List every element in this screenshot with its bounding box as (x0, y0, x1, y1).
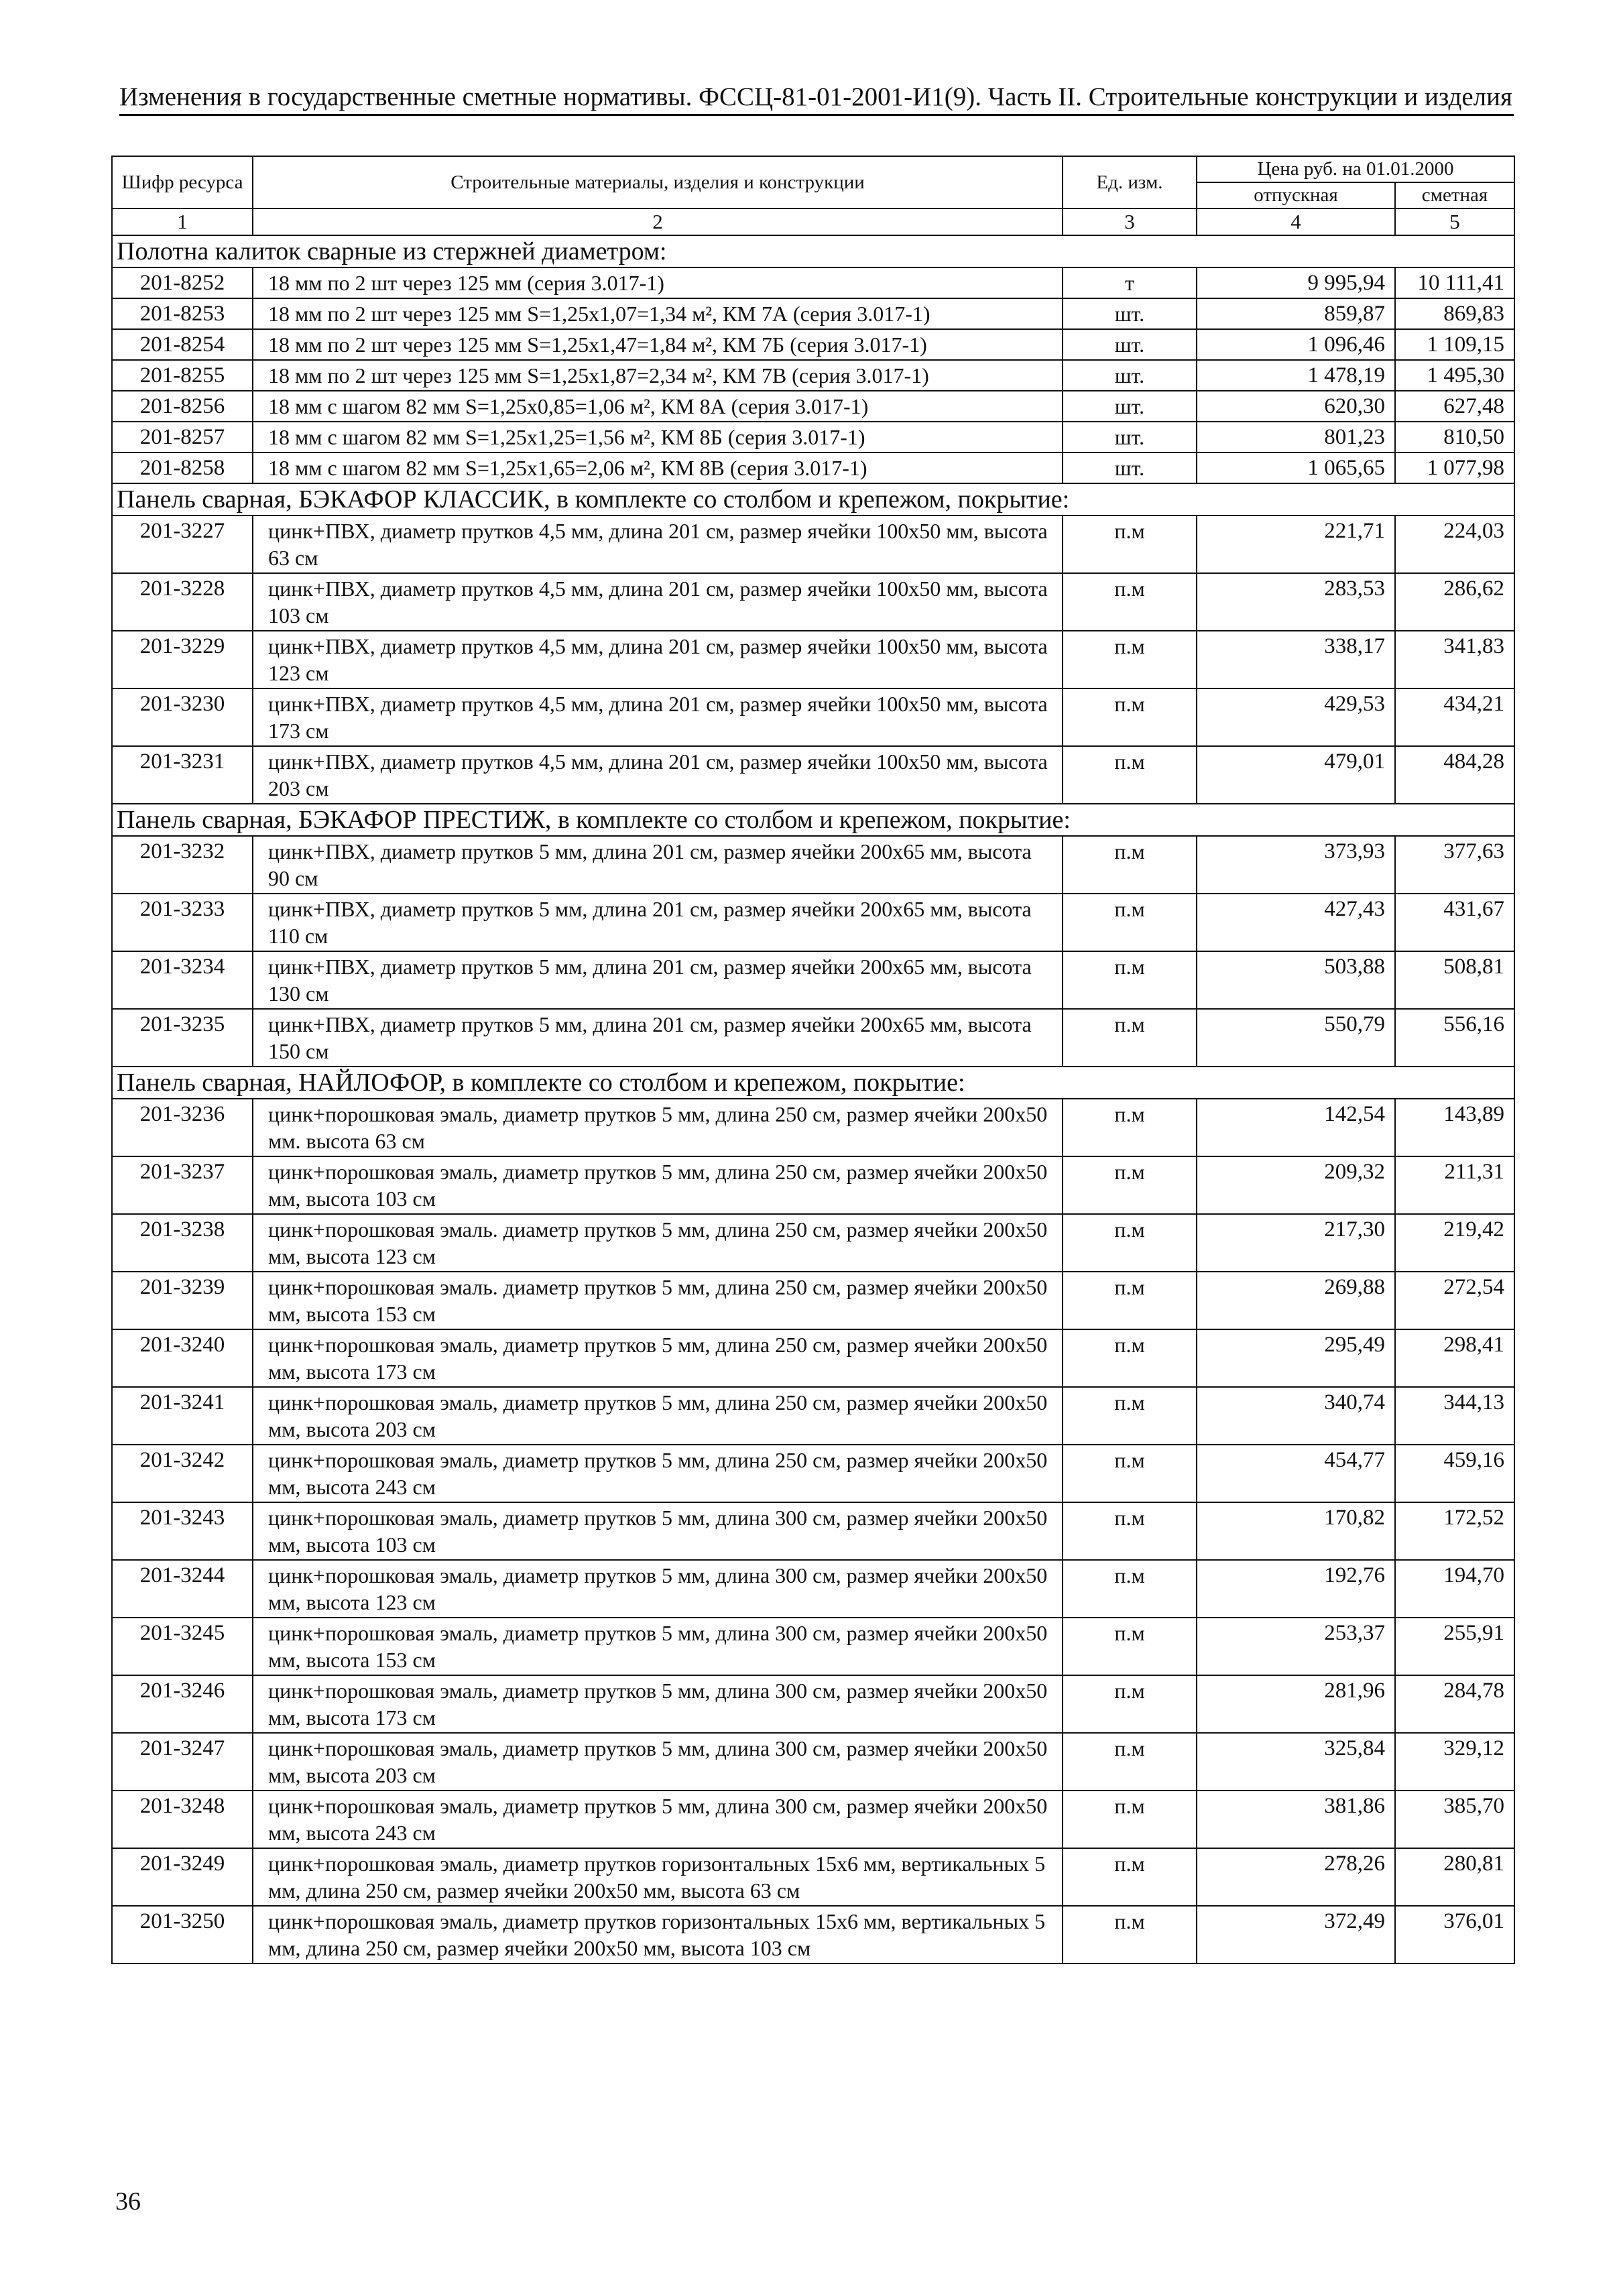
table-row (112, 1009, 1514, 1067)
resource-code: 201-3240 (112, 1329, 253, 1387)
resource-code: 201-3245 (112, 1618, 253, 1675)
table-row (112, 894, 1514, 951)
resource-code: 201-3231 (112, 746, 253, 804)
estimate-price: 434,21 (1395, 688, 1514, 746)
resource-code: 201-3250 (112, 1906, 253, 1963)
release-price: 338,17 (1197, 631, 1395, 688)
release-price: 221,71 (1197, 516, 1395, 573)
estimate-price: 385,70 (1395, 1791, 1514, 1848)
release-price: 295,49 (1197, 1329, 1395, 1387)
material-name: цинк+ПВХ, диаметр прутков 4,5 мм, длина 201 см, размер ячейки 100x50 мм, высота 63 см (253, 516, 1063, 573)
estimate-price: 344,13 (1395, 1387, 1514, 1445)
release-price: 269,88 (1197, 1272, 1395, 1329)
unit-of-measure: п.м (1063, 1733, 1197, 1791)
estimate-price: 341,83 (1395, 631, 1514, 688)
resource-code: 201-3242 (112, 1445, 253, 1502)
table-row (112, 298, 1514, 329)
estimate-price: 224,03 (1395, 516, 1514, 573)
unit-of-measure: п.м (1063, 516, 1197, 573)
table-row (112, 1329, 1514, 1387)
release-price: 1 478,19 (1197, 360, 1395, 391)
unit-of-measure: шт. (1063, 298, 1197, 329)
table-row (112, 746, 1514, 804)
table-row (112, 1387, 1514, 1445)
estimate-price: 211,31 (1395, 1156, 1514, 1214)
table-row (112, 1733, 1514, 1791)
table-row (112, 1099, 1514, 1156)
estimate-price: 484,28 (1395, 746, 1514, 804)
unit-of-measure: п.м (1063, 1675, 1197, 1733)
unit-of-measure: п.м (1063, 1214, 1197, 1272)
table-row (112, 1445, 1514, 1502)
section-title: Панель сварная, БЭКАФОР ПРЕСТИЖ, в комплекте со столбом и крепежом, покрытие: (112, 804, 1514, 836)
release-price: 427,43 (1197, 894, 1395, 951)
table-row (112, 1502, 1514, 1560)
estimate-price: 255,91 (1395, 1618, 1514, 1675)
material-name: цинк+ПВХ, диаметр прутков 4,5 мм, длина 201 см, размер ячейки 100x50 мм, высота 123 см (253, 631, 1063, 688)
resource-code: 201-8255 (112, 360, 253, 391)
estimate-price: 1 109,15 (1395, 329, 1514, 360)
table-header (112, 156, 1514, 235)
table-row (112, 1848, 1514, 1906)
resource-code: 201-3244 (112, 1560, 253, 1618)
material-name: цинк+порошковая эмаль. диаметр прутков 5 мм, длина 250 см, размер ячейки 200x50 мм, высота 153 см (253, 1272, 1063, 1329)
release-price: 1 065,65 (1197, 452, 1395, 483)
table-row (112, 516, 1514, 573)
estimate-price: 172,52 (1395, 1502, 1514, 1560)
material-name: цинк+порошковая эмаль, диаметр прутков 5 мм, длина 250 см, размер ячейки 200x50 мм, высота 103 см (253, 1156, 1063, 1214)
page-header: Изменения в государственные сметные нормативы. ФССЦ-81-01-2001-И1(9). Часть II. Строительные конструкции и изделия (119, 82, 1514, 116)
release-price: 9 995,94 (1197, 267, 1395, 298)
material-name: 18 мм с шагом 82 мм S=1,25x0,85=1,06 м², КМ 8А (серия 3.017-1) (253, 391, 1063, 422)
table-row (112, 1272, 1514, 1329)
estimate-price: 1 077,98 (1395, 452, 1514, 483)
resource-code: 201-3228 (112, 573, 253, 631)
material-name: 18 мм с шагом 82 мм S=1,25x1,65=2,06 м², КМ 8В (серия 3.017-1) (253, 452, 1063, 483)
release-price: 281,96 (1197, 1675, 1395, 1733)
section-row (112, 804, 1514, 836)
release-price: 170,82 (1197, 1502, 1395, 1560)
estimate-price: 143,89 (1395, 1099, 1514, 1156)
resource-code: 201-3233 (112, 894, 253, 951)
release-price: 859,87 (1197, 298, 1395, 329)
unit-of-measure: п.м (1063, 1618, 1197, 1675)
table-row (112, 1156, 1514, 1214)
resource-code: 201-3236 (112, 1099, 253, 1156)
unit-of-measure: п.м (1063, 1387, 1197, 1445)
unit-of-measure: т (1063, 267, 1197, 298)
col-unit-header: Ед. изм. (1063, 156, 1197, 208)
release-price: 142,54 (1197, 1099, 1395, 1156)
resource-code: 201-3230 (112, 688, 253, 746)
estimate-price: 10 111,41 (1395, 267, 1514, 298)
release-price: 381,86 (1197, 1791, 1395, 1848)
material-name: цинк+порошковая эмаль. диаметр прутков 5 мм, длина 250 см, размер ячейки 200x50 мм, высота 123 см (253, 1214, 1063, 1272)
resource-code: 201-3238 (112, 1214, 253, 1272)
unit-of-measure: п.м (1063, 1156, 1197, 1214)
col-number: 5 (1395, 208, 1514, 235)
unit-of-measure: п.м (1063, 1445, 1197, 1502)
resource-code: 201-8254 (112, 329, 253, 360)
column-number-row (112, 208, 1514, 235)
resource-code: 201-3229 (112, 631, 253, 688)
resource-code: 201-3243 (112, 1502, 253, 1560)
unit-of-measure: п.м (1063, 746, 1197, 804)
table-row (112, 267, 1514, 298)
resource-code: 201-3249 (112, 1848, 253, 1906)
release-price: 325,84 (1197, 1733, 1395, 1791)
estimate-price: 431,67 (1395, 894, 1514, 951)
material-name: 18 мм по 2 шт через 125 мм S=1,25x1,47=1,84 м², КМ 7Б (серия 3.017-1) (253, 329, 1063, 360)
estimate-price: 377,63 (1395, 836, 1514, 894)
release-price: 454,77 (1197, 1445, 1395, 1502)
col-price-group-header: Цена руб. на 01.01.2000 (1197, 156, 1514, 182)
table-row (112, 1214, 1514, 1272)
material-name: 18 мм с шагом 82 мм S=1,25x1,25=1,56 м², КМ 8Б (серия 3.017-1) (253, 422, 1063, 452)
estimate-price: 508,81 (1395, 951, 1514, 1009)
estimate-price: 810,50 (1395, 422, 1514, 452)
table-body (112, 235, 1514, 1963)
unit-of-measure: п.м (1063, 1791, 1197, 1848)
table-row (112, 573, 1514, 631)
unit-of-measure: п.м (1063, 688, 1197, 746)
col-number: 3 (1063, 208, 1197, 235)
table-row (112, 329, 1514, 360)
material-name: цинк+порошковая эмаль, диаметр прутков горизонтальных 15x6 мм, вертикальных 5 мм, длина 250 см, размер ячейки 200x50 мм, высота 103 см (253, 1906, 1063, 1963)
material-name: цинк+ПВХ, диаметр прутков 5 мм, длина 201 см, размер ячейки 200x65 мм, высота 110 см (253, 894, 1063, 951)
unit-of-measure: шт. (1063, 422, 1197, 452)
col-code-header: Шифр ресурса (112, 156, 253, 208)
resource-code: 201-8257 (112, 422, 253, 452)
table-row (112, 631, 1514, 688)
section-title: Панель сварная, БЭКАФОР КЛАССИК, в комплекте со столбом и крепежом, покрытие: (112, 483, 1514, 516)
resource-code: 201-3247 (112, 1733, 253, 1791)
unit-of-measure: п.м (1063, 631, 1197, 688)
table-row (112, 951, 1514, 1009)
release-price: 253,37 (1197, 1618, 1395, 1675)
table-row (112, 452, 1514, 483)
resource-code: 201-8256 (112, 391, 253, 422)
unit-of-measure: шт. (1063, 329, 1197, 360)
unit-of-measure: п.м (1063, 1099, 1197, 1156)
resource-code: 201-3239 (112, 1272, 253, 1329)
section-title: Полотна калиток сварные из стержней диаметром: (112, 235, 1514, 267)
resource-code: 201-3227 (112, 516, 253, 573)
release-price: 192,76 (1197, 1560, 1395, 1618)
unit-of-measure: п.м (1063, 951, 1197, 1009)
release-price: 340,74 (1197, 1387, 1395, 1445)
resource-code: 201-3234 (112, 951, 253, 1009)
estimate-price: 219,42 (1395, 1214, 1514, 1272)
material-name: цинк+порошковая эмаль, диаметр прутков 5 мм, длина 250 см, размер ячейки 200x50 мм. высота 63 см (253, 1099, 1063, 1156)
unit-of-measure: п.м (1063, 1502, 1197, 1560)
release-price: 373,93 (1197, 836, 1395, 894)
unit-of-measure: п.м (1063, 573, 1197, 631)
table-row (112, 836, 1514, 894)
estimate-price: 284,78 (1395, 1675, 1514, 1733)
release-price: 217,30 (1197, 1214, 1395, 1272)
material-name: цинк+порошковая эмаль, диаметр прутков 5 мм, длина 300 см, размер ячейки 200x50 мм, высота 173 см (253, 1675, 1063, 1733)
estimate-price: 627,48 (1395, 391, 1514, 422)
resource-code: 201-3246 (112, 1675, 253, 1733)
release-price: 283,53 (1197, 573, 1395, 631)
table-row (112, 1675, 1514, 1733)
unit-of-measure: п.м (1063, 1009, 1197, 1067)
material-name: цинк+ПВХ, диаметр прутков 5 мм, длина 201 см, размер ячейки 200x65 мм, высота 90 см (253, 836, 1063, 894)
page-number: 36 (115, 2187, 141, 2216)
material-name: цинк+порошковая эмаль, диаметр прутков 5 мм, длина 300 см, размер ячейки 200x50 мм, высота 103 см (253, 1502, 1063, 1560)
material-name: 18 мм по 2 шт через 125 мм S=1,25x1,07=1,34 м², КМ 7А (серия 3.017-1) (253, 298, 1063, 329)
section-row (112, 1067, 1514, 1099)
release-price: 503,88 (1197, 951, 1395, 1009)
release-price: 1 096,46 (1197, 329, 1395, 360)
section-title: Панель сварная, НАЙЛОФОР, в комплекте со столбом и крепежом, покрытие: (112, 1067, 1514, 1099)
material-name: цинк+ПВХ, диаметр прутков 4,5 мм, длина 201 см, размер ячейки 100x50 мм, высота 203 см (253, 746, 1063, 804)
material-name: цинк+порошковая эмаль, диаметр прутков 5 мм, длина 250 см, размер ячейки 200x50 мм, высота 203 см (253, 1387, 1063, 1445)
resource-code: 201-3237 (112, 1156, 253, 1214)
estimate-price: 286,62 (1395, 573, 1514, 631)
material-name: цинк+порошковая эмаль, диаметр прутков 5 мм, длина 300 см, размер ячейки 200x50 мм, высота 243 см (253, 1791, 1063, 1848)
table-row (112, 360, 1514, 391)
unit-of-measure: п.м (1063, 1906, 1197, 1963)
resource-code: 201-3241 (112, 1387, 253, 1445)
estimate-price: 1 495,30 (1395, 360, 1514, 391)
release-price: 278,26 (1197, 1848, 1395, 1906)
estimate-price: 272,54 (1395, 1272, 1514, 1329)
release-price: 209,32 (1197, 1156, 1395, 1214)
material-name: 18 мм по 2 шт через 125 мм S=1,25x1,87=2,34 м², КМ 7В (серия 3.017-1) (253, 360, 1063, 391)
unit-of-measure: шт. (1063, 452, 1197, 483)
unit-of-measure: шт. (1063, 391, 1197, 422)
estimate-price: 280,81 (1395, 1848, 1514, 1906)
material-name: цинк+порошковая эмаль, диаметр прутков 5 мм, длина 250 см, размер ячейки 200x50 мм, высота 173 см (253, 1329, 1063, 1387)
price-table (111, 156, 1515, 1964)
table-row (112, 391, 1514, 422)
table-row (112, 1560, 1514, 1618)
estimate-price: 459,16 (1395, 1445, 1514, 1502)
release-price: 620,30 (1197, 391, 1395, 422)
col-number: 2 (253, 208, 1063, 235)
col-release-header: отпускная (1197, 182, 1395, 208)
resource-code: 201-3232 (112, 836, 253, 894)
estimate-price: 376,01 (1395, 1906, 1514, 1963)
material-name: цинк+ПВХ, диаметр прутков 4,5 мм, длина 201 см, размер ячейки 100x50 мм, высота 173 см (253, 688, 1063, 746)
material-name: цинк+порошковая эмаль, диаметр прутков 5 мм, длина 300 см, размер ячейки 200x50 мм, высота 123 см (253, 1560, 1063, 1618)
estimate-price: 556,16 (1395, 1009, 1514, 1067)
unit-of-measure: п.м (1063, 1329, 1197, 1387)
material-name: цинк+порошковая эмаль, диаметр прутков 5 мм, длина 250 см, размер ячейки 200x50 мм, высота 243 см (253, 1445, 1063, 1502)
resource-code: 201-8253 (112, 298, 253, 329)
unit-of-measure: п.м (1063, 1848, 1197, 1906)
release-price: 479,01 (1197, 746, 1395, 804)
table-row (112, 688, 1514, 746)
col-estimate-header: сметная (1395, 182, 1514, 208)
unit-of-measure: п.м (1063, 1272, 1197, 1329)
unit-of-measure: шт. (1063, 360, 1197, 391)
table-row (112, 1791, 1514, 1848)
estimate-price: 194,70 (1395, 1560, 1514, 1618)
material-name: цинк+ПВХ, диаметр прутков 5 мм, длина 201 см, размер ячейки 200x65 мм, высота 130 см (253, 951, 1063, 1009)
estimate-price: 298,41 (1395, 1329, 1514, 1387)
table-row (112, 422, 1514, 452)
release-price: 429,53 (1197, 688, 1395, 746)
col-number: 1 (112, 208, 253, 235)
release-price: 550,79 (1197, 1009, 1395, 1067)
section-row (112, 235, 1514, 267)
resource-code: 201-8258 (112, 452, 253, 483)
table-row (112, 1618, 1514, 1675)
release-price: 372,49 (1197, 1906, 1395, 1963)
material-name: цинк+порошковая эмаль, диаметр прутков 5 мм, длина 300 см, размер ячейки 200x50 мм, высота 203 см (253, 1733, 1063, 1791)
material-name: цинк+порошковая эмаль, диаметр прутков горизонтальных 15x6 мм, вертикальных 5 мм, длина 250 см, размер ячейки 200x50 мм, высота 63 см (253, 1848, 1063, 1906)
unit-of-measure: п.м (1063, 836, 1197, 894)
material-name: цинк+порошковая эмаль, диаметр прутков 5 мм, длина 300 см, размер ячейки 200x50 мм, высота 153 см (253, 1618, 1063, 1675)
col-name-header: Строительные материалы, изделия и конструкции (253, 156, 1063, 208)
resource-code: 201-8252 (112, 267, 253, 298)
material-name: цинк+ПВХ, диаметр прутков 4,5 мм, длина 201 см, размер ячейки 100x50 мм, высота 103 см (253, 573, 1063, 631)
estimate-price: 329,12 (1395, 1733, 1514, 1791)
estimate-price: 869,83 (1395, 298, 1514, 329)
col-number: 4 (1197, 208, 1395, 235)
unit-of-measure: п.м (1063, 894, 1197, 951)
resource-code: 201-3235 (112, 1009, 253, 1067)
material-name: 18 мм по 2 шт через 125 мм (серия 3.017-1) (253, 267, 1063, 298)
resource-code: 201-3248 (112, 1791, 253, 1848)
unit-of-measure: п.м (1063, 1560, 1197, 1618)
table-row (112, 1906, 1514, 1963)
release-price: 801,23 (1197, 422, 1395, 452)
section-row (112, 483, 1514, 516)
material-name: цинк+ПВХ, диаметр прутков 5 мм, длина 201 см, размер ячейки 200x65 мм, высота 150 см (253, 1009, 1063, 1067)
